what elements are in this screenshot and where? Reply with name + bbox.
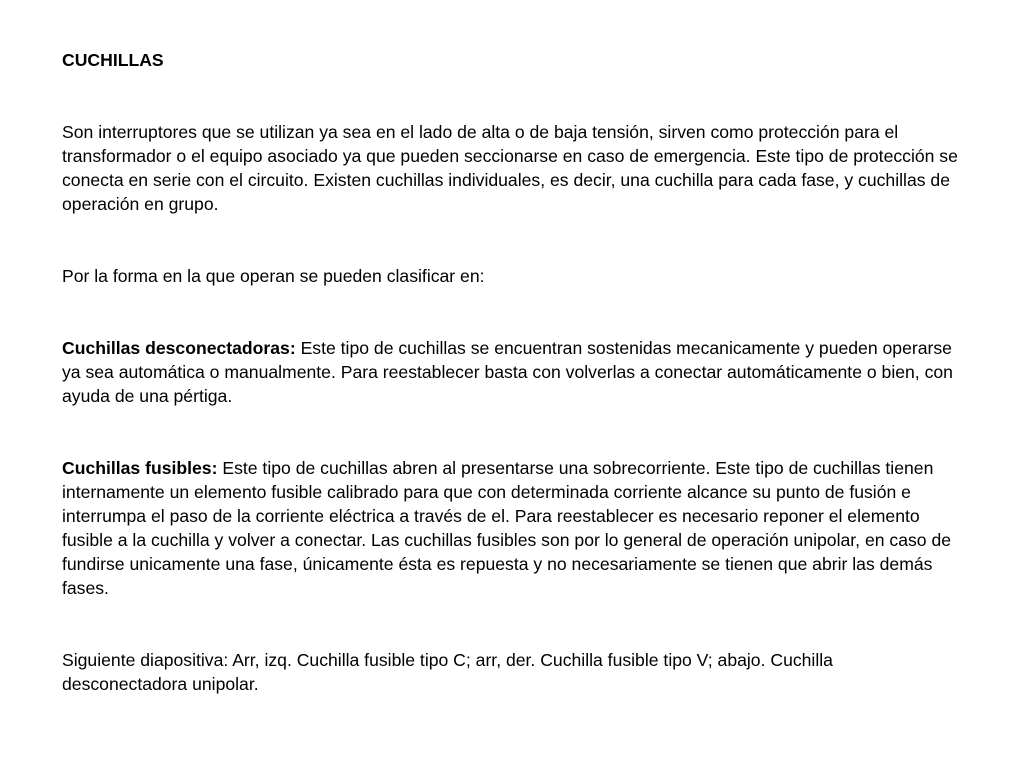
classification-paragraph: Por la forma en la que operan se pueden clasificar en: <box>62 266 485 286</box>
desconectadoras-lead: Cuchillas desconectadoras: <box>62 338 296 358</box>
intro-paragraph: Son interruptores que se utilizan ya sea en el lado de alta o de baja tensión, sirven como protección para el transformador o el equipo asociado ya que pueden seccionarse en caso de emergencia. Este tipo de protección se conecta en serie con el circuito. Existen cuchillas individuales, es decir, una cuchilla para cada fase, y cuchillas de operación en grupo. <box>62 122 958 214</box>
slide-title: CUCHILLAS <box>62 50 164 70</box>
fusibles-body: Este tipo de cuchillas abren al presentarse una sobrecorriente. Este tipo de cuchillas tienen internamente un elemento fusible calibrado para que con determinada corriente alcance su punto de fusión e interrumpa el paso de la corriente eléctrica a través de el. Para reestablecer es necesario reponer el elemento fusible a la cuchilla y volver a conectar. Las cuchillas fusibles son por lo general de operación unipolar, en caso de fundirse unicamente una fase, únicamente ésta es repuesta y no necesariamente se tienen que abrir las demás fases. <box>62 458 952 598</box>
fusibles-lead: Cuchillas fusibles: <box>62 458 218 478</box>
next-slide-note: Siguiente diapositiva: Arr, izq. Cuchilla fusible tipo C; arr, der. Cuchilla fusible tipo V; abajo. Cuchilla desconectadora unipolar. <box>62 650 833 694</box>
desconectadoras-paragraph <box>62 336 962 408</box>
fusibles-paragraph <box>62 456 962 600</box>
desconectadoras-body: Este tipo de cuchillas se encuentran sostenidas mecanicamente y pueden operarse ya sea automática o manualmente. Para reestablecer basta con volverlas a conectar automáticamente o bien, con ayuda de una pértiga. <box>62 338 953 406</box>
slide-content <box>62 48 962 696</box>
